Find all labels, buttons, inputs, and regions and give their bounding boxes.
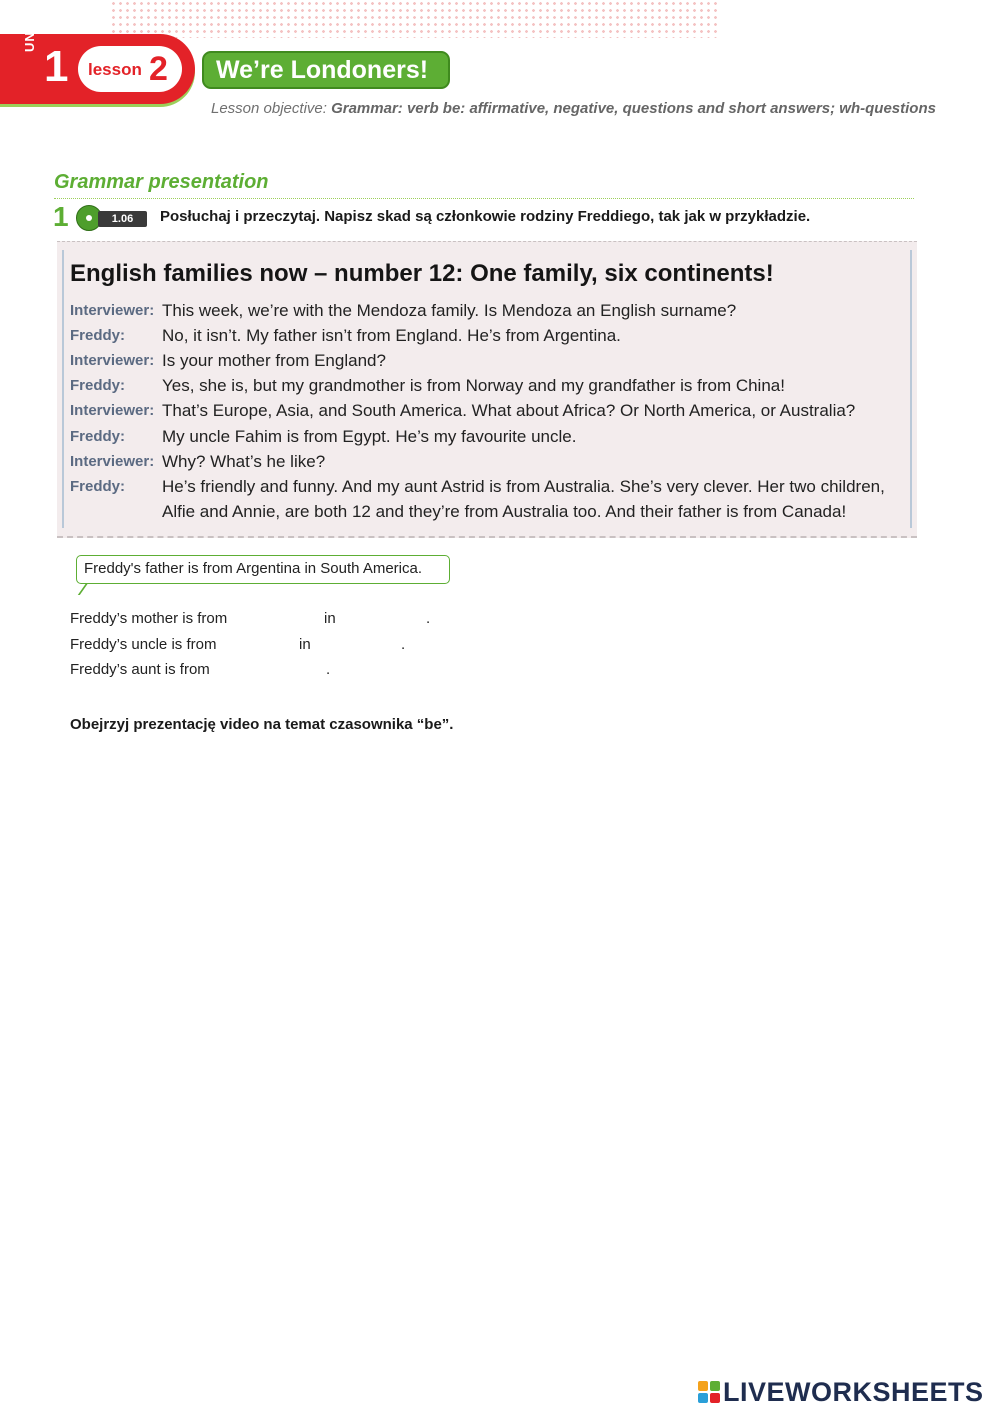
dialogue-text: He’s friendly and funny. And my aunt Astrid is from Australia. She’s very clever. Her two children, [162,477,885,496]
lesson-title: We’re Londoners! [202,51,450,89]
speech-bubble-tail [78,583,88,595]
video-instruction: Obejrzyj prezentację video na temat czasownika “be”. [70,716,454,733]
liveworksheets-logo-text: LIVEWORKSHEETS [723,1377,984,1407]
audio-track-label[interactable]: 1.06 [98,211,147,227]
speaker-label: Interviewer: [70,302,155,319]
speaker-label: Interviewer: [70,352,155,369]
sentence-1-middle: in [324,610,336,627]
sentence-2-middle: in [299,636,311,653]
sentence-2-start: Freddy’s uncle is from [70,636,217,653]
sentence-1-start: Freddy’s mother is from [70,610,228,627]
section-divider [54,198,914,199]
sentence-1-end: . [426,610,431,627]
section-heading: Grammar presentation [54,171,269,193]
speaker-label: Interviewer: [70,402,155,419]
dialogue-text: Why? What’s he like? [162,452,326,471]
lesson-label: lesson [88,60,142,79]
dialogue-text: Alfie and Annie, are both 12 and they’re from Australia too. And their father is from Canada! [162,502,847,521]
lesson-number: 2 [149,50,168,88]
speaker-label: Freddy: [70,377,126,394]
article-panel [57,241,917,538]
speaker-label: Freddy: [70,428,126,445]
liveworksheets-logo-icon [698,1381,720,1403]
sentence-3-end: . [326,661,331,678]
lesson-objective [211,100,936,117]
exercise-instruction: Posłuchaj i przeczytaj. Napisz skad są członkowie rodziny Freddiego, tak jak w przykładzie. [160,208,811,225]
objective-text: Grammar: verb be: affirmative, negative, questions and short answers; wh-questions [331,100,936,117]
sentence-2-end: . [401,636,406,653]
dialogue-text: Yes, she is, but my grandmother is from Norway and my grandfather is from China! [162,376,785,395]
speaker-label: Freddy: [70,327,126,344]
speaker-label: Interviewer: [70,453,155,470]
sentence-3-start: Freddy’s aunt is from [70,661,210,678]
article-title: English families now – number 12: One family, six continents! [70,260,774,287]
dialogue-text: My uncle Fahim is from Egypt. He’s my favourite uncle. [162,427,577,446]
dialogue-text: That’s Europe, Asia, and South America. What about Africa? Or North America, or Australia? [162,401,856,420]
speaker-label: Freddy: [70,478,126,495]
unit-label: UNIT [22,17,37,52]
example-speech-bubble: Freddy's father is from Argentina in South America. [76,555,450,584]
objective-prefix: Lesson objective: [211,100,327,117]
dialogue-text: This week, we’re with the Mendoza family. Is Mendoza an English surname? [162,301,737,320]
dialogue-text: Is your mother from England? [162,351,386,370]
dialogue-text: No, it isn’t. My father isn’t from England. He’s from Argentina. [162,326,621,345]
header-dot-pattern [110,0,720,38]
unit-number: 1 [44,42,69,91]
exercise-number: 1 [53,201,69,232]
